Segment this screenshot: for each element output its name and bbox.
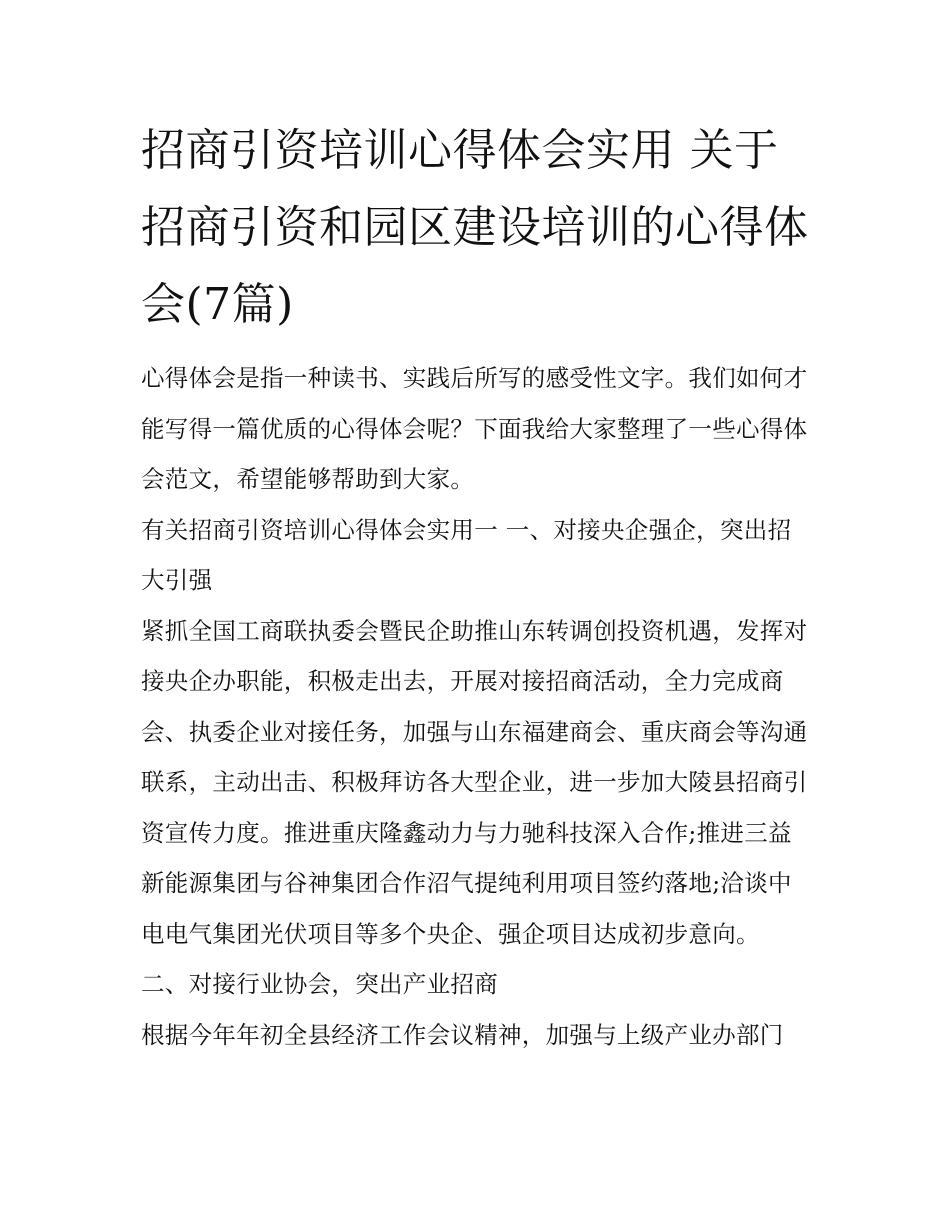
document-title: 招商引资培训心得体会实用 关于招商引资和园区建设培训的心得体会(7篇)	[141, 125, 809, 330]
intro-paragraph: 心得体会是指一种读书、实践后所写的感受性文字。我们如何才能写得一篇优质的心得体会呢？下面我给大家整理了一些心得体会范文，希望能够帮助到大家。	[141, 364, 808, 493]
document-body	[141, 112, 813, 1060]
body-paragraph-1: 紧抓全国工商联执委会暨民企助推山东转调创投资机遇，发挥对接央企办职能，积极走出去，开展对接招商活动，全力完成商会、执委企业对接任务，加强与山东福建商会、重庆商会等沟通联系，主动出击、积极拜访各大型企业，进一步加大陵县招商引资宣传力度。推进重庆隆鑫动力与力驰科技深入合作;推进三益新能源集团与谷神集团合作沼气提纯利用项目签约落地;洽谈中电电气集团光伏项目等多个央企、强企项目达成初步意向。	[141, 616, 808, 948]
section-heading-2: 二、对接行业协会，突出产业招商	[141, 970, 498, 998]
body-paragraph-2: 根据今年年初全县经济工作会议精神，加强与上级产业办部门	[141, 1020, 784, 1049]
section-heading-1: 有关招商引资培训心得体会实用一 一、对接央企强企，突出招大引强	[141, 515, 792, 594]
